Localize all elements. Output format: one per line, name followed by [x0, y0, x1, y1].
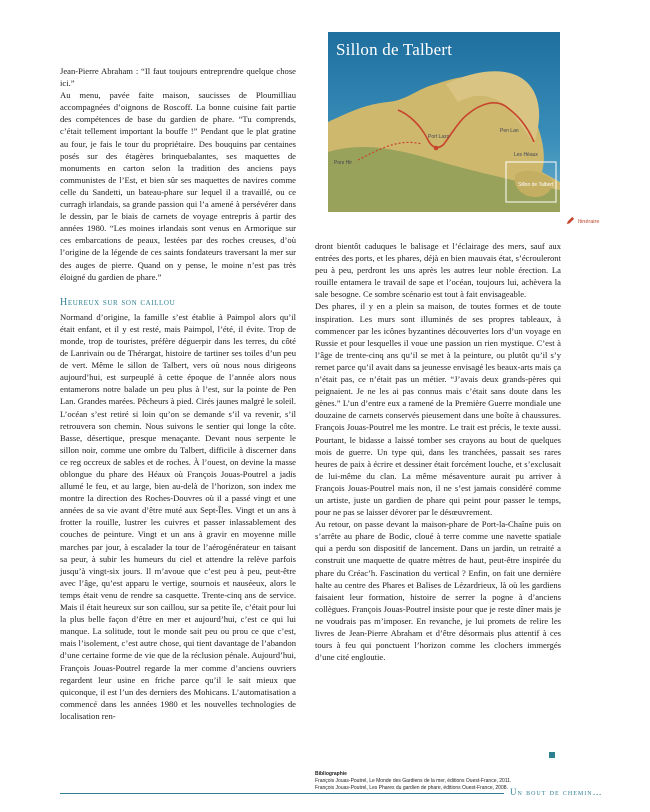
bibliography-heading: Bibliographie [315, 771, 347, 777]
paragraph: dront bientôt caduques le balisage et l’éclairage des mers, sauf aux entrées des ports, et les phares, déjà en bien mauvais état, s’écrouleront peu à peu, perdront les uns après les autres leur noble érection. La rouille entamera le travail de sape et l’océan, toujours lui, achèvera la sale besogne. Ce sombre scénario est tout à fait envisageable. [315, 241, 561, 300]
paragraph: Normand d’origine, la famille s’est établie à Paimpol alors qu’il était enfant, et il y est resté, mais Paimpol, l’été, il évite. Trop de monde, trop de touristes, préfère déguerpir dans les terres, du côté de Lanrivain ou de Thérargat, histoire de tartiner ses toiles d’un peu de vert. Même le sillon de Talbert, vers où nous nous dirigeons aujourd’hui, est surpeuplé à cette époque de l’année alors nous entamerons notre balade un peu plus à l’est, sur la pointe de Pen Lan. Grandes marées. Pêcheurs à pied. Cirés jaunes malgré le soleil. L’océan s’est retiré si loin qu’on se demande s’il va revenir, s’il retrouvera son chemin. Nous suivons le sentier qui longe la côte. Basse, désertique, presque menaçante. Devant nous serpente le sillon noir, comme une ombre du Talbert, difficile à discerner dans ce reg occreux de sables et de roches. À l’ouest, on devine la masse oblongue du phare des Héaux où François Jouas-Poutrel a jadis allumé le feu, et au large, bien au-delà de l’horizon, son index me montre la direction des Roches-Douvres où il a passé vingt et une années de sa vie avant d’être muté aux Sept-Îles. Vingt et un ans à frotter la rouille, lustrer les cuivres et passer inlassablement des couches de peinture. Vingt et un ans à gravir en moyenne mille marches par jour, à escalader la tour de l’aérogénérateur en taisant sa peur, à subir les humeurs du ciel et attendre la relève parfois jusqu’à vingt-six jours. Il m’avoue que c’est peu à peu, peut-être avec l’âge, qu’est apparu le vertige, sournois et nauséeux, alors le temps était venu de rendre sa casquette. Trente-cinq ans de service. Mais il était heureux sur son caillou, sur sa petite île, c’était pour lui la plus belle façon d’être en mer et aujourd’hui, c’est ce qui lui manque. La solitude, tout le monde sait peu ou prou ce que c’est, mais l’isolement, c’est autre chose, qui tient davantage de l’abandon d’une certaine forme de vie que de la réclusion pénale. Aujourd’hui, François Jouas-Poutrel regarde la mer comme d’anciens ouvriers regardent leur usine en friche parce qu’il le sait mieux que quiconque, il est l’un des derniers des Mohicans. L’automatisation a commencé dans les années 1980 et les nouvelles technologies de localisation ren- [60, 311, 296, 721]
map-label-les-heaux: Les Héaux [514, 152, 538, 158]
footer-rule [60, 793, 504, 794]
map-caption: Itinéraire [578, 219, 600, 225]
map-label-pors-hir: Pors Hir [334, 160, 353, 166]
paragraph: Au menu, pavée faite maison, saucisses de Ploumilliau accompagnées d’oignons de Roscoff. La bonne cuisine fait partie des compétences de base du gardien de phare. “Tu comprends, c’était tellement important la bouffe !” Pendant que le plat gratine au four, je fais le tour du propriétaire. Des bouquins par centaines posés sur des étagères brinquebalantes, ses maquettes de monuments en carton selon la tradition des anciens pays communistes de l’Est, et bien sûr ses maquettes de navires comme celle du Sandetti, un bateau-phare sur lequel il a travaillé, ou ce curragh irlandais, sa grande passion qui l’a amené à persévérer dans le dessin, par le biais de carnets de voyage entrepris à partir des années 1980. “Les moines irlandais sont venus en Armorique sur ces embarcations de peaux, lestées par des roches creuses, d’où l’origine de la légende de ces saints fondateurs traversant la mer sur des auges de pierre. Quand on y pense, le moine n’est pas très éloigné du gardien de phare.” [60, 90, 296, 282]
bibliography-entry: François Jouas-Poutrel, Les Phares du gardien de phare, éditions Ouest-France, 2008. [315, 785, 508, 791]
left-column [60, 65, 296, 722]
section-heading: Heureux sur son caillou [60, 296, 176, 308]
map-label-port-lazo: Port Lazo [428, 134, 450, 140]
paragraph: Au retour, on passe devant la maison-phare de Port-la-Chaîne puis on s’arrête au phare de Bodic, cloué à terre comme une navette spatiale qui a perdu son dispositif de lancement. Dans un jardin, un retraité a construit une maquette de quatre mètres de haut, peut-être inspirée du phare du Créac’h. Fascination du vertical ? Enfin, on fait une dernière halte au centre des Phares et Balises de Lézardrieux, là où les gardiens faisaient leur formation, histoire de serrer la pogne à d’anciens collègues. François Jouas-Poutrel insiste pour que je reste dîner mais je ne voudrais pas m’imposer. En revanche, je lui promets de relire les livres de Jean-Pierre Abraham et d’être désormais plus attentif à ces tours à feu qui ponctuent l’horizon comme les clochers immergés d’une cité engloutie. [315, 519, 561, 663]
map-illustration [328, 32, 560, 212]
end-mark [549, 746, 555, 764]
bibliography-entry: François Jouas-Poutrel, Le Monde des Gardiens de la mer, éditions Ouest-France, 2011. [315, 778, 512, 784]
route-point [434, 146, 439, 151]
pen-icon [566, 216, 575, 225]
paragraph: Jean-Pierre Abraham : “Il faut toujours entreprendre quelque chose ici.” [60, 66, 296, 89]
map-title: Sillon de Talbert [336, 40, 453, 59]
map-label-pen-lan: Pen Lan [500, 128, 519, 134]
footer-running-title: Un bout de chemin… [510, 787, 603, 797]
right-column [315, 240, 561, 663]
end-square-icon [549, 752, 555, 758]
paragraph: Des phares, il y en a plein sa maison, de toutes formes et de toute inspiration. Les murs sont illuminés de ses propres tableaux, à commencer par les icônes byzantines découvertes lors d’un voyage en Russie et pour lesquelles il voue une passion un rien mystique. C’est à l’âge de trente-cinq ans qu’il se met à la peinture, ou plutôt qu’il s’y remet parce qu’il avait dans sa jeunesse envisagé les beaux-arts mais ça n’était pas, ce n’était pas un métier. “J’avais deux grands-pères qui peignaient. Je ne les ai pas connus mais c’était sans doute dans les gènes.” L’un d’entre eux a ramené de la Première Guerre mondiale une douzaine de carnets conservés pieusement dans une boîte à chaussures. François Jouas-Poutrel me les montre. Le trait est précis, le texte aussi. Pourtant, le bidasse a laissé tomber ses crayons au bout de quelques mois de guerre. Un type qui, dans les tranchées, passait ses rares heures de paix à écrire et dessiner était forcément louche, et s’exclusait de lui-même du clan. La même mésaventure aurait pu arriver à François Jouas-Poutrel mais non, il ne s’est jamais considéré comme un artiste, juste un gardien de phare qui peint pour passer le temps, pour ne pas se laisser dévorer par le désœuvrement. [315, 301, 562, 518]
map-label-sillon: Sillon de Talbert [518, 182, 554, 188]
